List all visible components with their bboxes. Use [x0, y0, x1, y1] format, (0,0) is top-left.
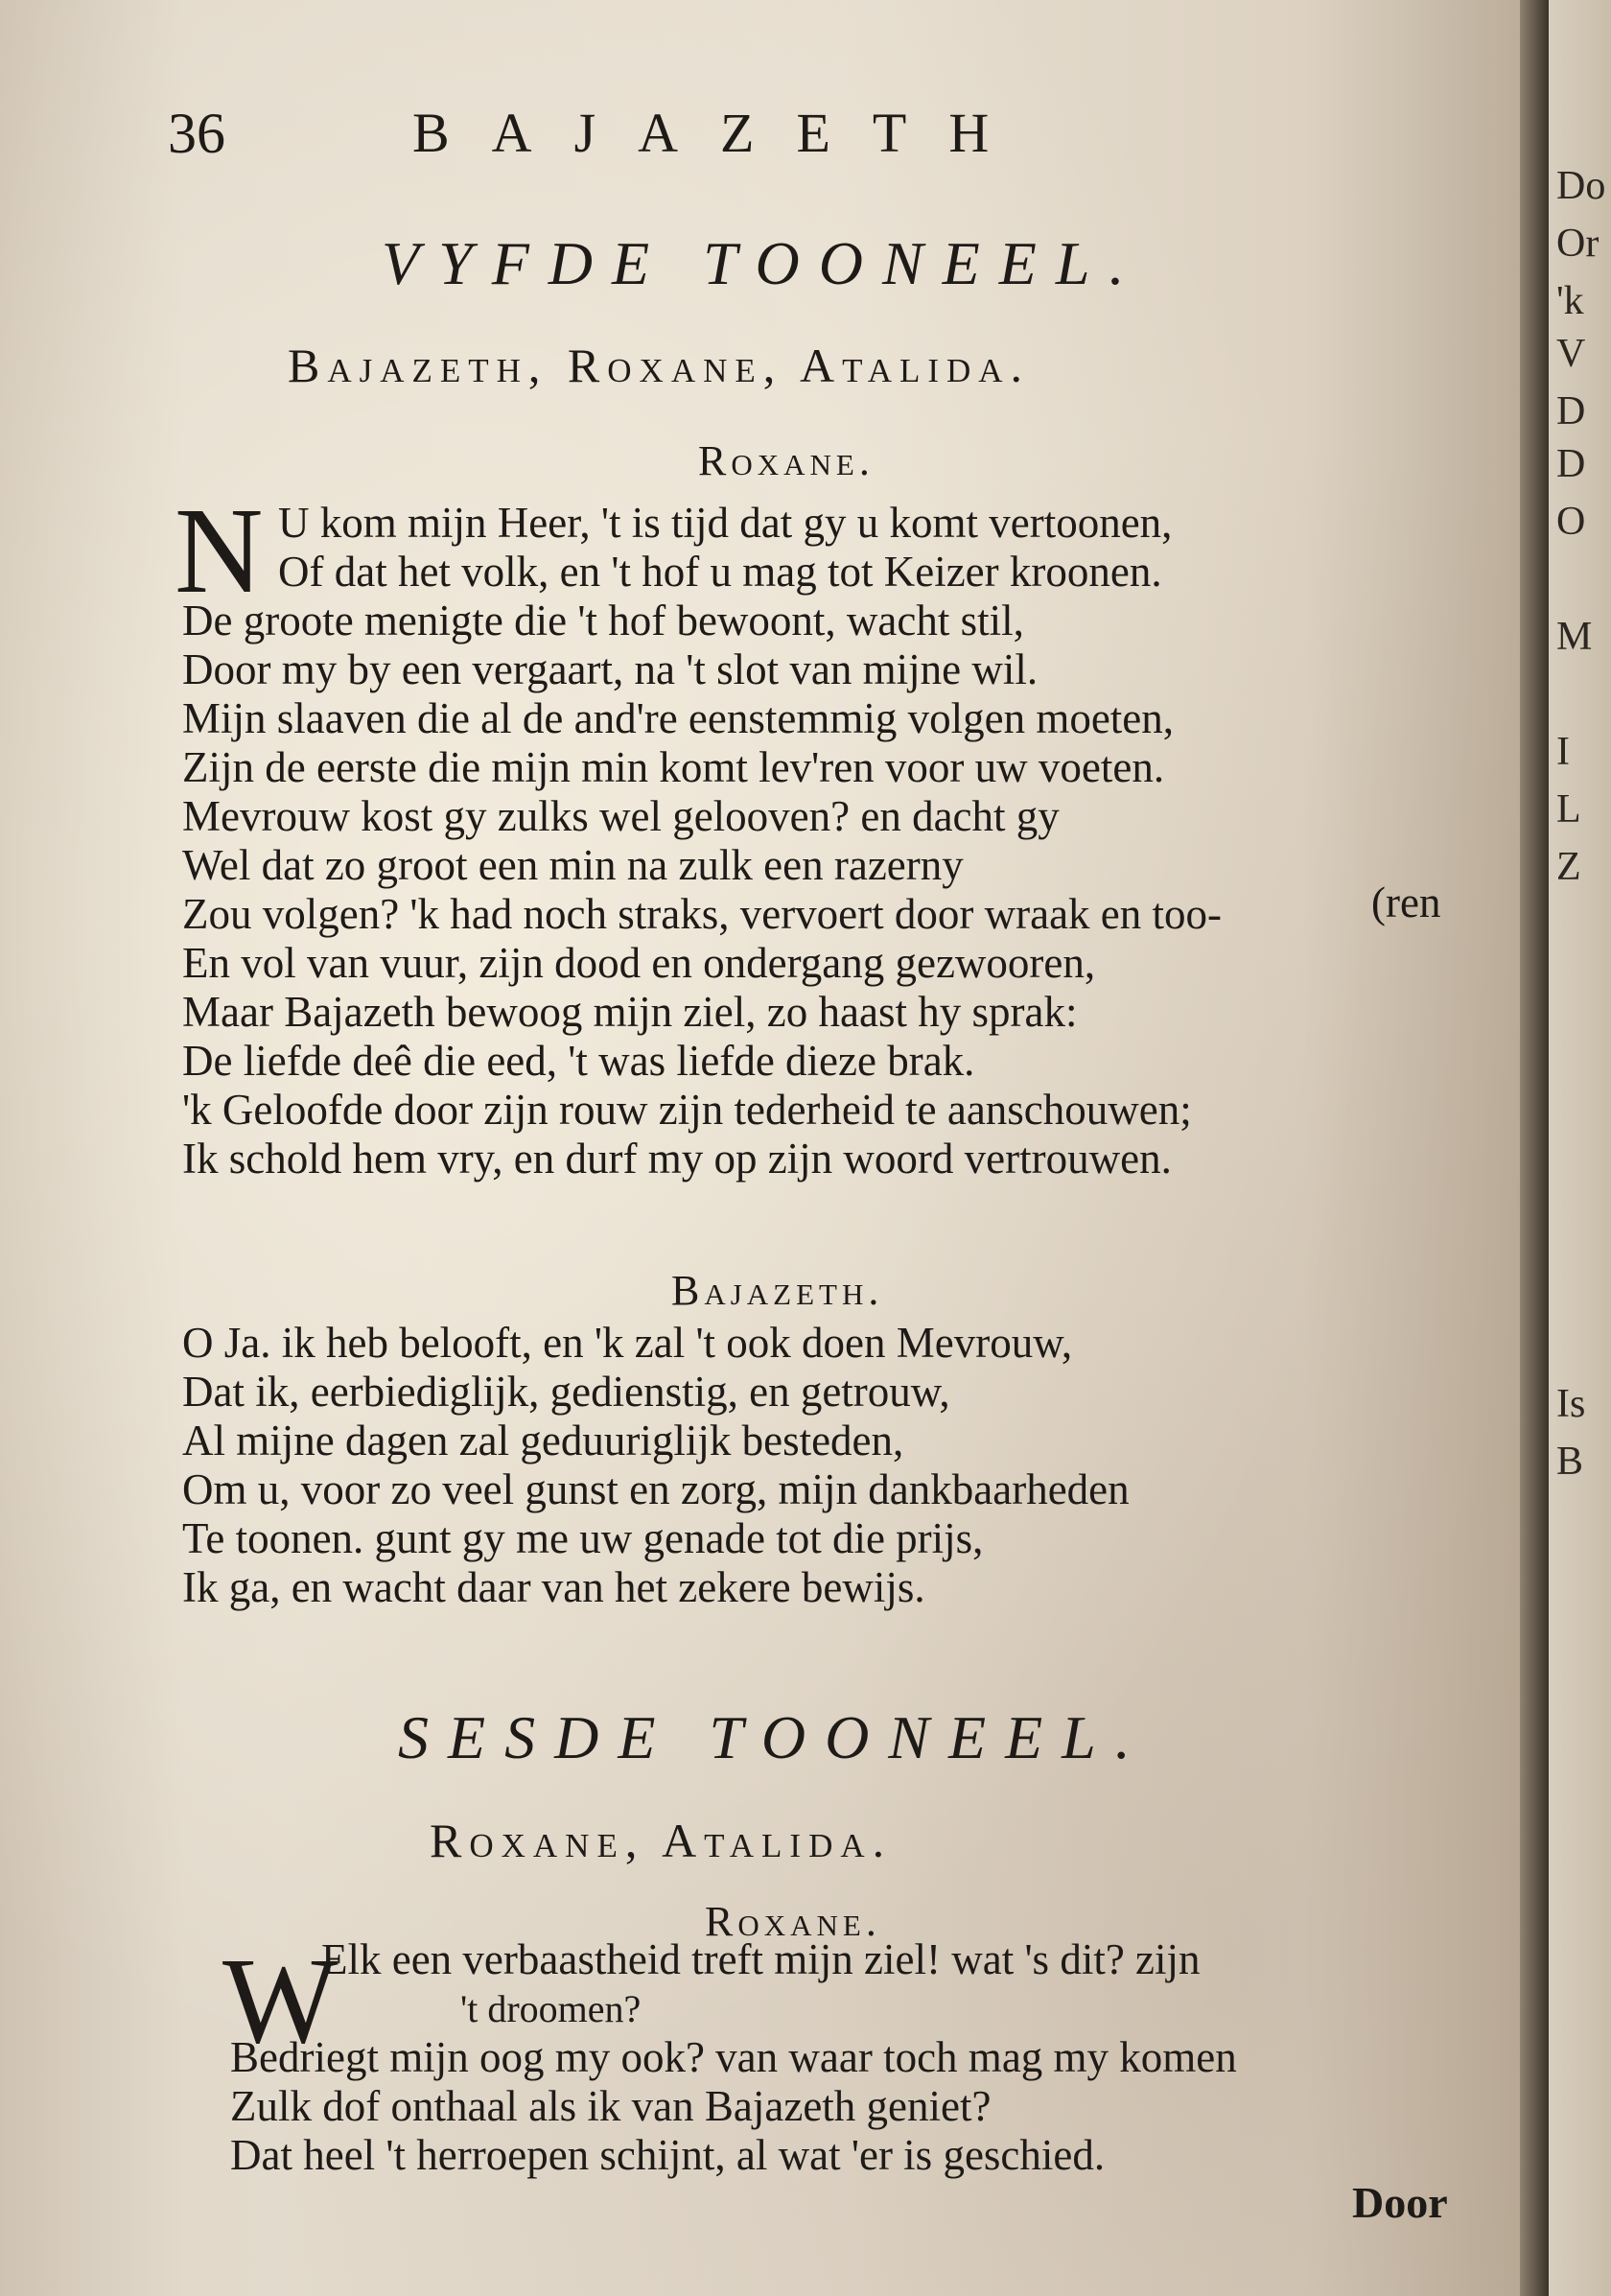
- verse-line: Zijn de eerste die mijn min komt lev'ren voor uw voeten.: [182, 743, 1165, 791]
- running-title: BAJAZETH: [412, 102, 1032, 164]
- facing-fragment: I: [1556, 730, 1570, 774]
- facing-fragment: Or: [1556, 222, 1599, 266]
- speaker-bajazeth: Bajazeth.: [671, 1267, 884, 1314]
- facing-fragment: Is: [1556, 1382, 1586, 1426]
- speaker-roxane-2: Roxane.: [705, 1898, 881, 1945]
- turnover-fragment: (ren: [1371, 879, 1441, 926]
- facing-fragment: V: [1556, 332, 1586, 376]
- verse-line: U kom mijn Heer, 't is tijd dat gy u komt vertoonen,: [278, 499, 1173, 547]
- verse-line: Ik schold hem vry, en durf my op zijn woord vertrouwen.: [182, 1135, 1172, 1183]
- roxane-speech: [182, 499, 1222, 1183]
- verse-line: O Ja. ik heb belooft, en 'k zal 't ook doen Mevrouw,: [182, 1319, 1073, 1367]
- book-gutter: [1520, 0, 1549, 2296]
- facing-fragment: M: [1556, 615, 1593, 659]
- facing-fragment: 'k: [1556, 279, 1584, 323]
- verse-line: Te toonen. gunt gy me uw genade tot die prijs,: [182, 1514, 984, 1562]
- verse-line: Maar Bajazeth bewoog mijn ziel, zo haast hy sprak:: [182, 988, 1078, 1036]
- drop-cap-n: N: [175, 482, 264, 619]
- verse-line: Mevrouw kost gy zulks wel gelooven? en dacht gy: [182, 792, 1060, 840]
- facing-fragment: B: [1556, 1440, 1584, 1484]
- facing-page-edge: [1549, 0, 1611, 2296]
- verse-line: Om u, voor zo veel gunst en zorg, mijn dankbaarheden: [182, 1465, 1130, 1513]
- drop-cap-w: W: [222, 1933, 339, 2069]
- facing-fragment: Do: [1556, 164, 1606, 208]
- catchword: Door: [1352, 2178, 1448, 2227]
- facing-fragment: L: [1556, 787, 1581, 832]
- facing-fragment: D: [1556, 389, 1586, 433]
- cast-list-6: Roxane, Atalida.: [430, 1814, 893, 1867]
- page-number: 36: [168, 102, 225, 165]
- facing-fragment: Z: [1556, 845, 1581, 889]
- verse-line: Elk een verbaastheid treft mijn ziel! wat 's dit? zijn: [321, 1935, 1201, 1983]
- facing-fragment: O: [1556, 500, 1586, 544]
- verse-line: Zou volgen? 'k had noch straks, vervoert door wraak en too-: [182, 890, 1223, 938]
- speaker-roxane: Roxane.: [698, 437, 875, 484]
- verse-line: Zulk dof onthaal als ik van Bajazeth geniet?: [230, 2082, 992, 2130]
- facing-fragment: D: [1556, 442, 1586, 486]
- verse-line: Ik ga, en wacht daar van het zekere bewijs.: [182, 1563, 925, 1611]
- bajazeth-speech: [182, 1319, 1130, 1612]
- scene-heading-6: SESDE TOONEEL.: [398, 1703, 1150, 1771]
- verse-line: Al mijne dagen zal geduuriglijk besteden,: [182, 1417, 904, 1464]
- verse-line: De groote menigte die 't hof bewoont, wacht stil,: [182, 597, 1024, 644]
- verse-line: 'k Geloofde door zijn rouw zijn tederheid te aanschouwen;: [182, 1086, 1192, 1134]
- verse-line: De liefde deê die eed, 't was liefde dieze brak.: [182, 1037, 975, 1085]
- running-head: [168, 101, 1271, 177]
- verse-line: Dat ik, eerbiediglijk, gedienstig, en getrouw,: [182, 1368, 950, 1416]
- cast-list-5: Bajazeth, Roxane, Atalida.: [288, 339, 1031, 392]
- verse-line: Wel dat zo groot een min na zulk een razerny: [182, 841, 964, 889]
- verse-line: Bedriegt mijn oog my ook? van waar toch mag my komen: [230, 2033, 1237, 2081]
- verse-line: 't droomen?: [460, 1987, 642, 2030]
- verse-line: Of dat het volk, en 't hof u mag tot Keizer kroonen.: [278, 548, 1162, 596]
- scene-heading-5: VYFDE TOONEEL.: [382, 229, 1144, 297]
- verse-line: En vol van vuur, zijn dood en ondergang gezwooren,: [182, 939, 1096, 987]
- verse-line: Door my by een vergaart, na 't slot van mijne wil.: [182, 645, 1039, 693]
- verse-line: Dat heel 't herroepen schijnt, al wat 'er is geschied.: [230, 2131, 1106, 2179]
- verse-line: Mijn slaaven die al de and're eenstemmig volgen moeten,: [182, 694, 1175, 742]
- roxane-speech-2: [230, 1935, 1237, 2180]
